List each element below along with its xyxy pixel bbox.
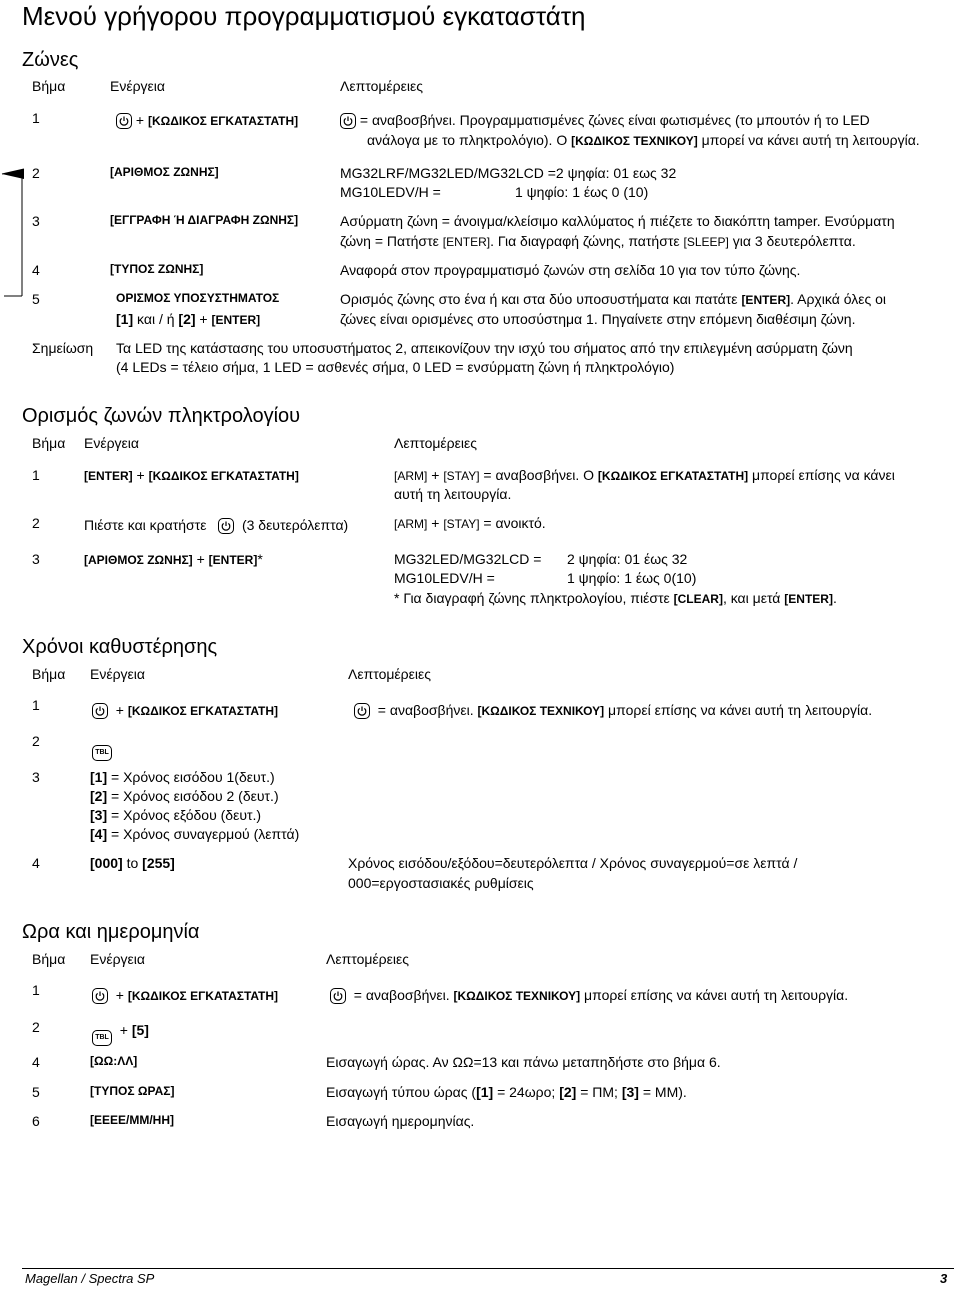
step-number: 6 [32,1113,40,1129]
zones-step2-details-line2a: MG10LEDV/H = [340,184,441,200]
col-header-details: Λεπτομέρειες [326,951,409,967]
col-header-action: Ενέργεια [90,666,145,682]
footer-page-number: 3 [940,1271,948,1286]
section-heading-datetime: Ωρα και ημερομηνία [22,921,200,943]
delays-step3-line4: [4] = Χρόνος συναγερμού (λεπτά) [90,826,300,842]
keypad-step1-details-line2: αυτή τη λειτουργία. [394,486,512,502]
step-number: 2 [32,515,40,531]
zones-step2-action: [ΑΡΙΘΜΟΣ ΖΩΝΗΣ] [110,165,219,179]
keypad-step1-action: [ENTER] + [ΚΩΔΙΚΟΣ ΕΓΚΑΤΑΣΤΑΤΗ] [84,467,299,483]
power-icon [92,988,108,1004]
datetime-step2-action: TBL + [5] [92,1020,149,1046]
zones-step3-details-line2: ζώνη = Πατήστε [ENTER]. Για διαγραφή ζώνης, πατήστε [SLEEP] για 3 δευτερόλεπτα. [340,233,856,249]
step-number: 3 [32,213,40,229]
keypad-step3-action: [ΑΡΙΘΜΟΣ ΖΩΝΗΣ] + [ENTER]* [84,551,263,567]
keypad-step2-action: Πιέστε και κρατήστε (3 δευτερόλεπτα) [84,517,349,533]
step-number: 5 [32,291,40,307]
step-number: 5 [32,1084,40,1100]
col-header-step: Βήμα [32,435,66,451]
zones-step4-details: Αναφορά στον προγραμματισμό ζωνών στη σελίδα 10 για τον τύπο ζώνης. [340,262,801,278]
delays-step4-action: [000] to [255] [90,855,175,871]
zones-step4-action: [ΤΥΠΟΣ ΖΩΝΗΣ] [110,262,204,276]
zones-step2-details-line1: MG32LRF/MG32LED/MG32LCD =2 ψηφία: 01 εως 32 [340,165,677,181]
zones-step3-details-line1: Ασύρματη ζώνη = άνοιγμα/κλείσιμο καλλύματος ή πιέζετε το διακόπτη tamper. Ενσύρματη [340,213,895,229]
datetime-step1-details: = αναβοσβήνει. [ΚΩΔΙΚΟΣ ΤΕΧΝΙΚΟΥ] μπορεί επίσης να κάνει αυτή τη λειτουργία. [330,985,848,1006]
step-number: 1 [32,982,40,998]
zones-step5-action-line2: [1] και / ή [2] + [ENTER] [116,311,261,327]
col-header-step: Βήμα [32,78,66,94]
power-icon [354,703,370,719]
col-header-step: Βήμα [32,951,66,967]
step-number: 2 [32,1019,40,1035]
delays-step3-line1: [1] = Χρόνος εισόδου 1(δευτ.) [90,769,275,785]
col-header-details: Λεπτομέρειες [348,666,431,682]
section-heading-zones: Ζώνες [22,49,79,71]
footer-product: Magellan / Spectra SP [25,1271,155,1286]
note-line1: Τα LED της κατάστασης του υποσυστήματος 2, απεικονίζουν την ισχύ του σήματος από την επιλεγμένη ασύρματη ζώνη [116,340,853,356]
footer-divider [22,1268,954,1269]
section-heading-delays: Χρόνοι καθυστέρησης [22,636,218,658]
col-header-details: Λεπτομέρειες [340,78,423,94]
delays-step3-line2: [2] = Χρόνος εισόδου 2 (δευτ.) [90,788,279,804]
step-number: 3 [32,551,40,567]
step-number: 2 [32,165,40,181]
col-header-action: Ενέργεια [84,435,139,451]
step-number: 4 [32,1054,40,1070]
datetime-step4-details: Εισαγωγή ώρας. Αν ΩΩ=13 και πάνω μεταπηδήστε στο βήμα 6. [326,1054,721,1070]
step-number: 1 [32,467,40,483]
tbl-key-icon: TBL [92,745,112,761]
col-header-action: Ενέργεια [90,951,145,967]
delays-step1-details: = αναβοσβήνει. [ΚΩΔΙΚΟΣ ΤΕΧΝΙΚΟΥ] μπορεί επίσης να κάνει αυτή τη λειτουργία. [354,700,872,721]
keypad-step1-details-line1: [ARM] + [STAY] = αναβοσβήνει. Ο [ΚΩΔΙΚΟΣ ΕΓΚΑΤΑΣΤΑΤΗ] μπορεί επίσης να κάνει [394,467,895,483]
zones-step1-details-line2: ανάλογα με το πληκτρολόγιο). Ο [ΚΩΔΙΚΟΣ ΤΕΧΝΙΚΟΥ] μπορεί να κάνει αυτή τη λειτουργία. [367,132,920,148]
datetime-step4-action: [ΩΩ:ΛΛ] [90,1054,138,1068]
zones-step1-details-line1: = αναβοσβήνει. Προγραμματισμένες ζώνες είναι φωτισμένες (το μπουτόν ή το LED [340,110,870,130]
col-header-details: Λεπτομέρειες [394,435,477,451]
keypad-step3-details-line1a: MG32LED/MG32LCD = [394,551,542,567]
zones-step5-action-line1: ΟΡΙΣΜΟΣ ΥΠΟΣΥΣΤΗΜΑΤΟΣ [116,291,280,305]
note-line2: (4 LEDs = τέλειο σήμα, 1 LED = ασθενές σήμα, 0 LED = ενσύρματη ζώνη ή πληκτρολόγιο) [116,359,675,375]
power-icon [116,113,132,129]
datetime-step6-action: [ΕΕΕΕ/ΜΜ/ΗΗ] [90,1113,174,1127]
delays-step4-details-line1: Χρόνος εισόδου/εξόδου=δευτερόλεπτα / Χρόνος συναγερμού=σε λεπτά / [348,855,798,871]
section-heading-keypad: Ορισμός ζωνών πληκτρολογίου [22,405,301,427]
step-number: 2 [32,733,40,749]
zones-step2-details-line2b: 1 ψηφίο: 1 έως 0 (10) [515,184,649,200]
datetime-step6-details: Εισαγωγή ημερομηνίας. [326,1113,475,1129]
col-header-action: Ενέργεια [110,78,165,94]
power-icon [92,703,108,719]
keypad-step3-details-line2b: 1 ψηφίο: 1 έως 0(10) [567,570,697,586]
power-icon [330,988,346,1004]
step-number: 1 [32,697,40,713]
step-number: 4 [32,855,40,871]
power-icon [340,113,356,129]
delays-step4-details-line2: 000=εργοστασιακές ρυθμίσεις [348,875,534,891]
zones-step3-action: [ΕΓΓΡΑΦΗ Ή ΔΙΑΓΡΑΦΗ ΖΩΝΗΣ] [110,213,299,227]
page-title: Μενού γρήγορου προγραμματισμού εγκαταστάτη [22,1,586,31]
datetime-step5-action: [ΤΥΠΟΣ ΩΡΑΣ] [90,1084,175,1098]
datetime-step1-action: + [ΚΩΔΙΚΟΣ ΕΓΚΑΤΑΣΤΑΤΗ] [92,985,278,1006]
keypad-step3-details-line2a: MG10LEDV/H = [394,570,495,586]
step-number: 3 [32,769,40,785]
note-label: Σημείωση [32,340,94,356]
keypad-step3-details-line3: * Για διαγραφή ζώνης πληκτρολογίου, πιέστε [CLEAR], και μετά [ENTER]. [394,590,837,606]
zones-step1-action: + [ΚΩΔΙΚΟΣ ΕΓΚΑΤΑΣΤΑΤΗ] [116,110,298,131]
tbl-key-icon: TBL [92,1030,112,1046]
col-header-step: Βήμα [32,666,66,682]
step-number: 1 [32,110,40,126]
delays-step3-line3: [3] = Χρόνος εξόδου (δευτ.) [90,807,262,823]
keypad-step3-details-line1b: 2 ψηφία: 01 έως 32 [567,551,688,567]
step-number: 4 [32,262,40,278]
zones-step5-details-line1: Ορισμός ζώνης στο ένα ή και στα δύο υποσυστήματα και πατάτε [ENTER]. Αρχικά όλες οι [340,291,886,307]
delays-step1-action: + [ΚΩΔΙΚΟΣ ΕΓΚΑΤΑΣΤΑΤΗ] [92,700,278,721]
arrow-pointer-icon [0,160,30,302]
delays-step2-action [92,737,112,761]
zones-step5-details-line2: ζώνες είναι ορισμένες στο υποσύστημα 1. Πηγαίνετε στην επόμενη διαθέσιμη ζώνη. [340,311,856,327]
datetime-step5-details: Εισαγωγή τύπου ώρας ([1] = 24ωρο; [2] = ΠΜ; [3] = ΜΜ). [326,1084,687,1100]
keypad-step2-details: [ARM] + [STAY] = ανοικτό. [394,515,546,531]
power-icon [218,518,234,534]
